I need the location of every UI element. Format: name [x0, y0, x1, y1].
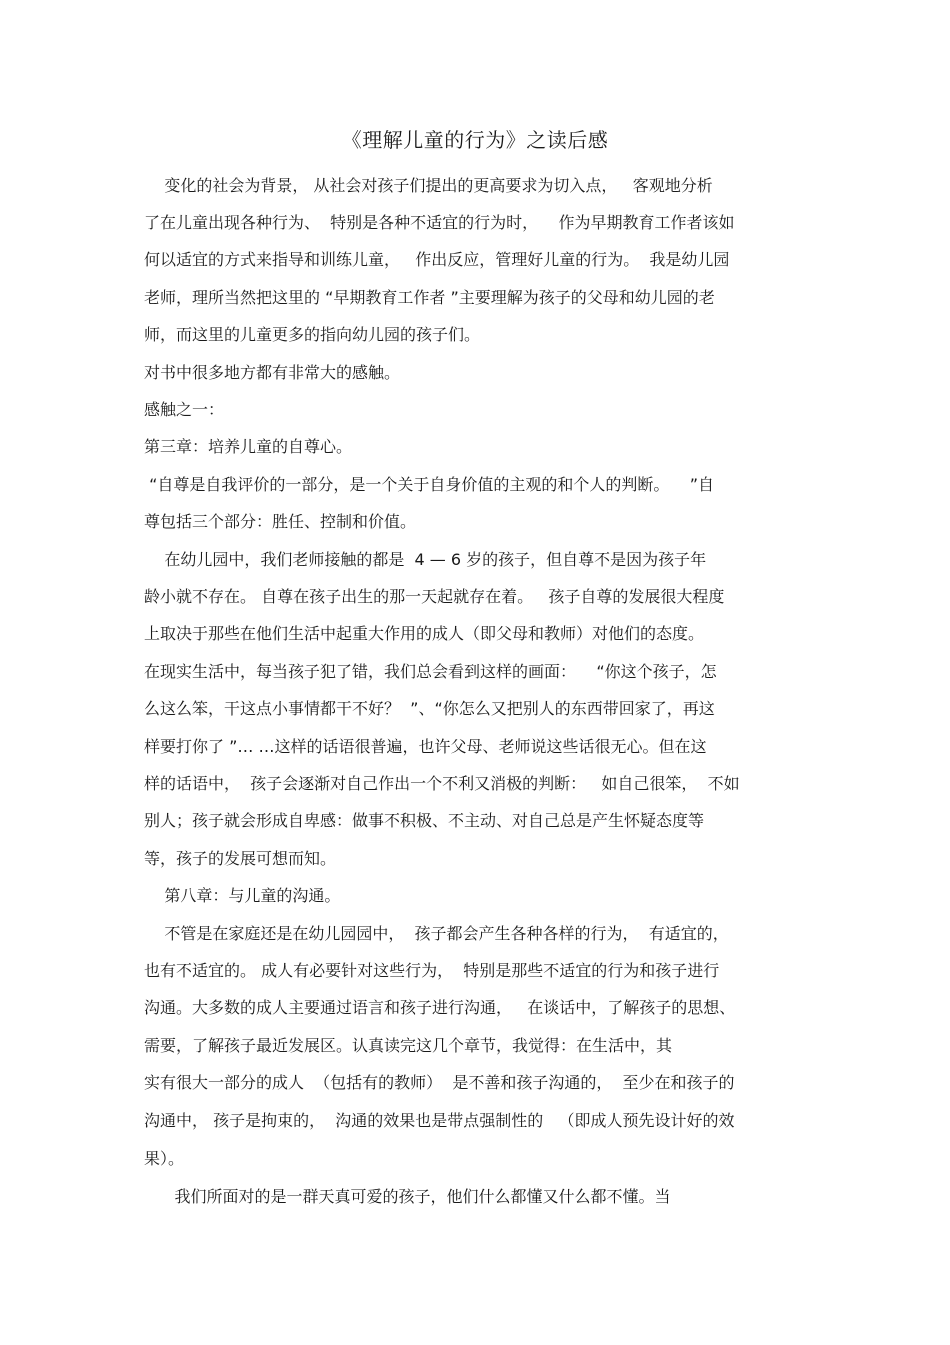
document-title: 《理解儿童的行为》之读后感	[341, 128, 609, 152]
paragraph-line: 沟通。大多数的成人主要通过语言和孩子进行沟通， 在谈话中，了解孩子的思想、	[144, 998, 736, 1017]
paragraph-line: 龄小就不存在。 自尊在孩子出生的那一天起就存在着。 孩子自尊的发展很大程度	[144, 587, 725, 606]
paragraph-line: 老师，理所当然把这里的 “早期教育工作者 ”主要理解为孩子的父母和幼儿园的老	[144, 288, 715, 307]
paragraph-line: 何以适宜的方式来指导和训练儿童， 作出反应，管理好儿童的行为。 我是幼儿园	[144, 250, 730, 269]
paragraph-line: 沟通中， 孩子是拘束的， 沟通的效果也是带点强制性的 （即成人预先设计好的效	[144, 1111, 735, 1130]
paragraph-line: 果）。	[144, 1149, 185, 1168]
paragraph-line: 么这么笨，干这点小事情都干不好？ ”、“你怎么又把别人的东西带回家了，再这	[144, 699, 715, 718]
paragraph-line: 我们所面对的是一群天真可爱的孩子，他们什么都懂又什么都不懂。当	[144, 1187, 671, 1206]
paragraph-line: 在现实生活中，每当孩子犯了错，我们总会看到这样的画面： “你这个孩子，怎	[144, 662, 717, 681]
paragraph-line: 对书中很多地方都有非常大的感触。	[144, 363, 401, 382]
paragraph-line: 等，孩子的发展可想而知。	[144, 849, 337, 868]
paragraph-line: 在幼儿园中，我们老师接触的都是 4 — 6 岁的孩子，但自尊不是因为孩子年	[144, 550, 707, 569]
paragraph-line: “自尊是自我评价的一部分，是一个关于自身价值的主观的和个人的判断。 ”自	[144, 475, 715, 494]
paragraph-line: 样要打你了 ”… …这样的话语很普遍，也许父母、老师说这些话很无心。但在这	[144, 737, 707, 756]
paragraph-line: 别人；孩子就会形成自卑感：做事不积极、不主动、对自己总是产生怀疑态度等	[144, 811, 705, 830]
paragraph-line: 上取决于那些在他们生活中起重大作用的成人（即父母和教师）对他们的态度。	[144, 624, 705, 643]
paragraph-line: 也有不适宜的。 成人有必要针对这些行为， 特别是那些不适宜的行为和孩子进行	[144, 961, 720, 980]
paragraph-line: 感触之一：	[144, 400, 225, 419]
paragraph-line: 尊包括三个部分：胜任、控制和价值。	[144, 512, 417, 531]
paragraph-line: 第八章：与儿童的沟通。	[144, 886, 341, 905]
paragraph-line: 需要，了解孩子最近发展区。认真读完这几个章节，我觉得：在生活中，其	[144, 1036, 673, 1055]
paragraph-line: 师，而这里的儿童更多的指向幼儿园的孩子们。	[144, 325, 481, 344]
paragraph-line: 了在儿童出现各种行为、 特别是各种不适宜的行为时， 作为早期教育工作者该如	[144, 213, 735, 232]
paragraph-line: 第三章：培养儿童的自尊心。	[144, 437, 353, 456]
paragraph-line: 实有很大一部分的成人 （包括有的教师） 是不善和孩子沟通的， 至少在和孩子的	[144, 1073, 735, 1092]
paragraph-line: 不管是在家庭还是在幼儿园园中， 孩子都会产生各种各样的行为， 有适宜的，	[144, 924, 729, 943]
paragraph-line: 样的话语中， 孩子会逐渐对自己作出一个不利又消极的判断： 如自己很笨， 不如	[144, 774, 740, 793]
paragraph-line: 变化的社会为背景， 从社会对孩子们提出的更高要求为切入点， 客观地分析	[144, 176, 713, 195]
